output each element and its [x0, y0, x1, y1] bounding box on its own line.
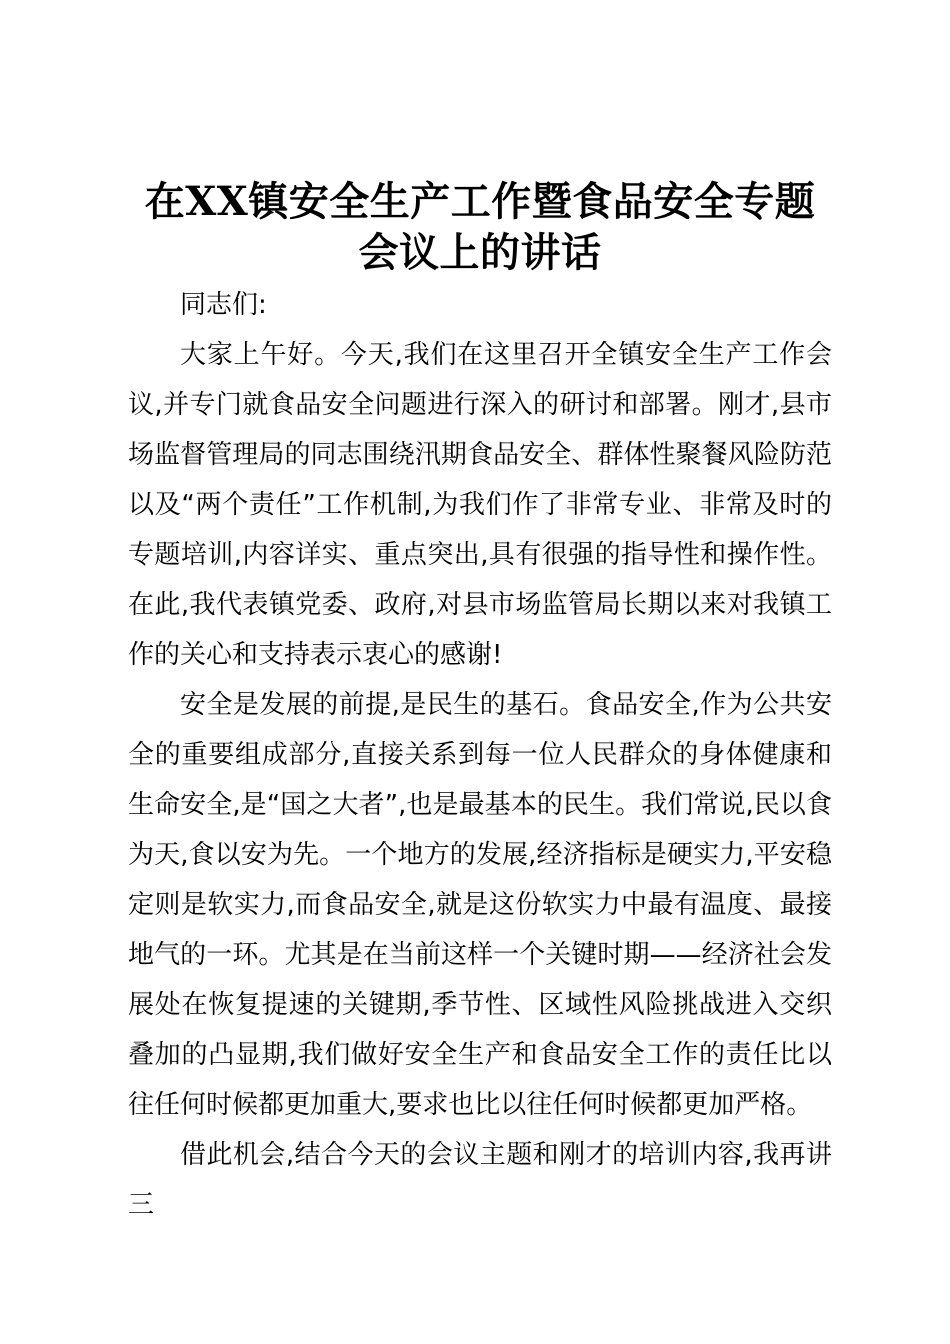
salutation: 同志们: [180, 290, 267, 320]
document-body [128, 280, 832, 1230]
paragraph-importance: 安全是发展的前提,是民生的基石。食品安全,作为公共安全的重要组成部分,直接关系到每一位人民群众的身体健康和生命安全,是“国之大者”,也是最基本的民生。我们常说,民以食为天,食以安为先。一个地方的发展,经济指标是硬实力,平安稳定则是软实力,而食品安全,就是这份软实力中最有温度、最接地气的一环。尤其是在当前这样一个关键时期——经济社会发展处在恢复提速的关键期,季节性、区域性风险挑战进入交织叠加的凸显期,我们做好安全生产和食品安全工作的责任比以往任何时候都更加重大,要求也比以往任何时候都更加严格。 [128, 690, 832, 1120]
paragraph-opening: 大家上午好。今天,我们在这里召开全镇安全生产工作会议,并专门就食品安全问题进行深入的研讨和部署。刚才,县市场监督管理局的同志围绕汛期食品安全、群体性聚餐风险防范以及“两个责任”工作机制,为我们作了非常专业、非常及时的专题培训,内容详实、重点突出,具有很强的指导性和操作性。在此,我代表镇党委、政府,对县市场监管局长期以来对我镇工作的关心和支持表示衷心的感谢! [128, 340, 832, 670]
paragraph-transition: 借此机会,结合今天的会议主题和刚才的培训内容,我再讲三 [128, 1140, 832, 1220]
document-title: 在XX镇安全生产工作暨食品安全专题会议上的讲话 [144, 178, 816, 276]
